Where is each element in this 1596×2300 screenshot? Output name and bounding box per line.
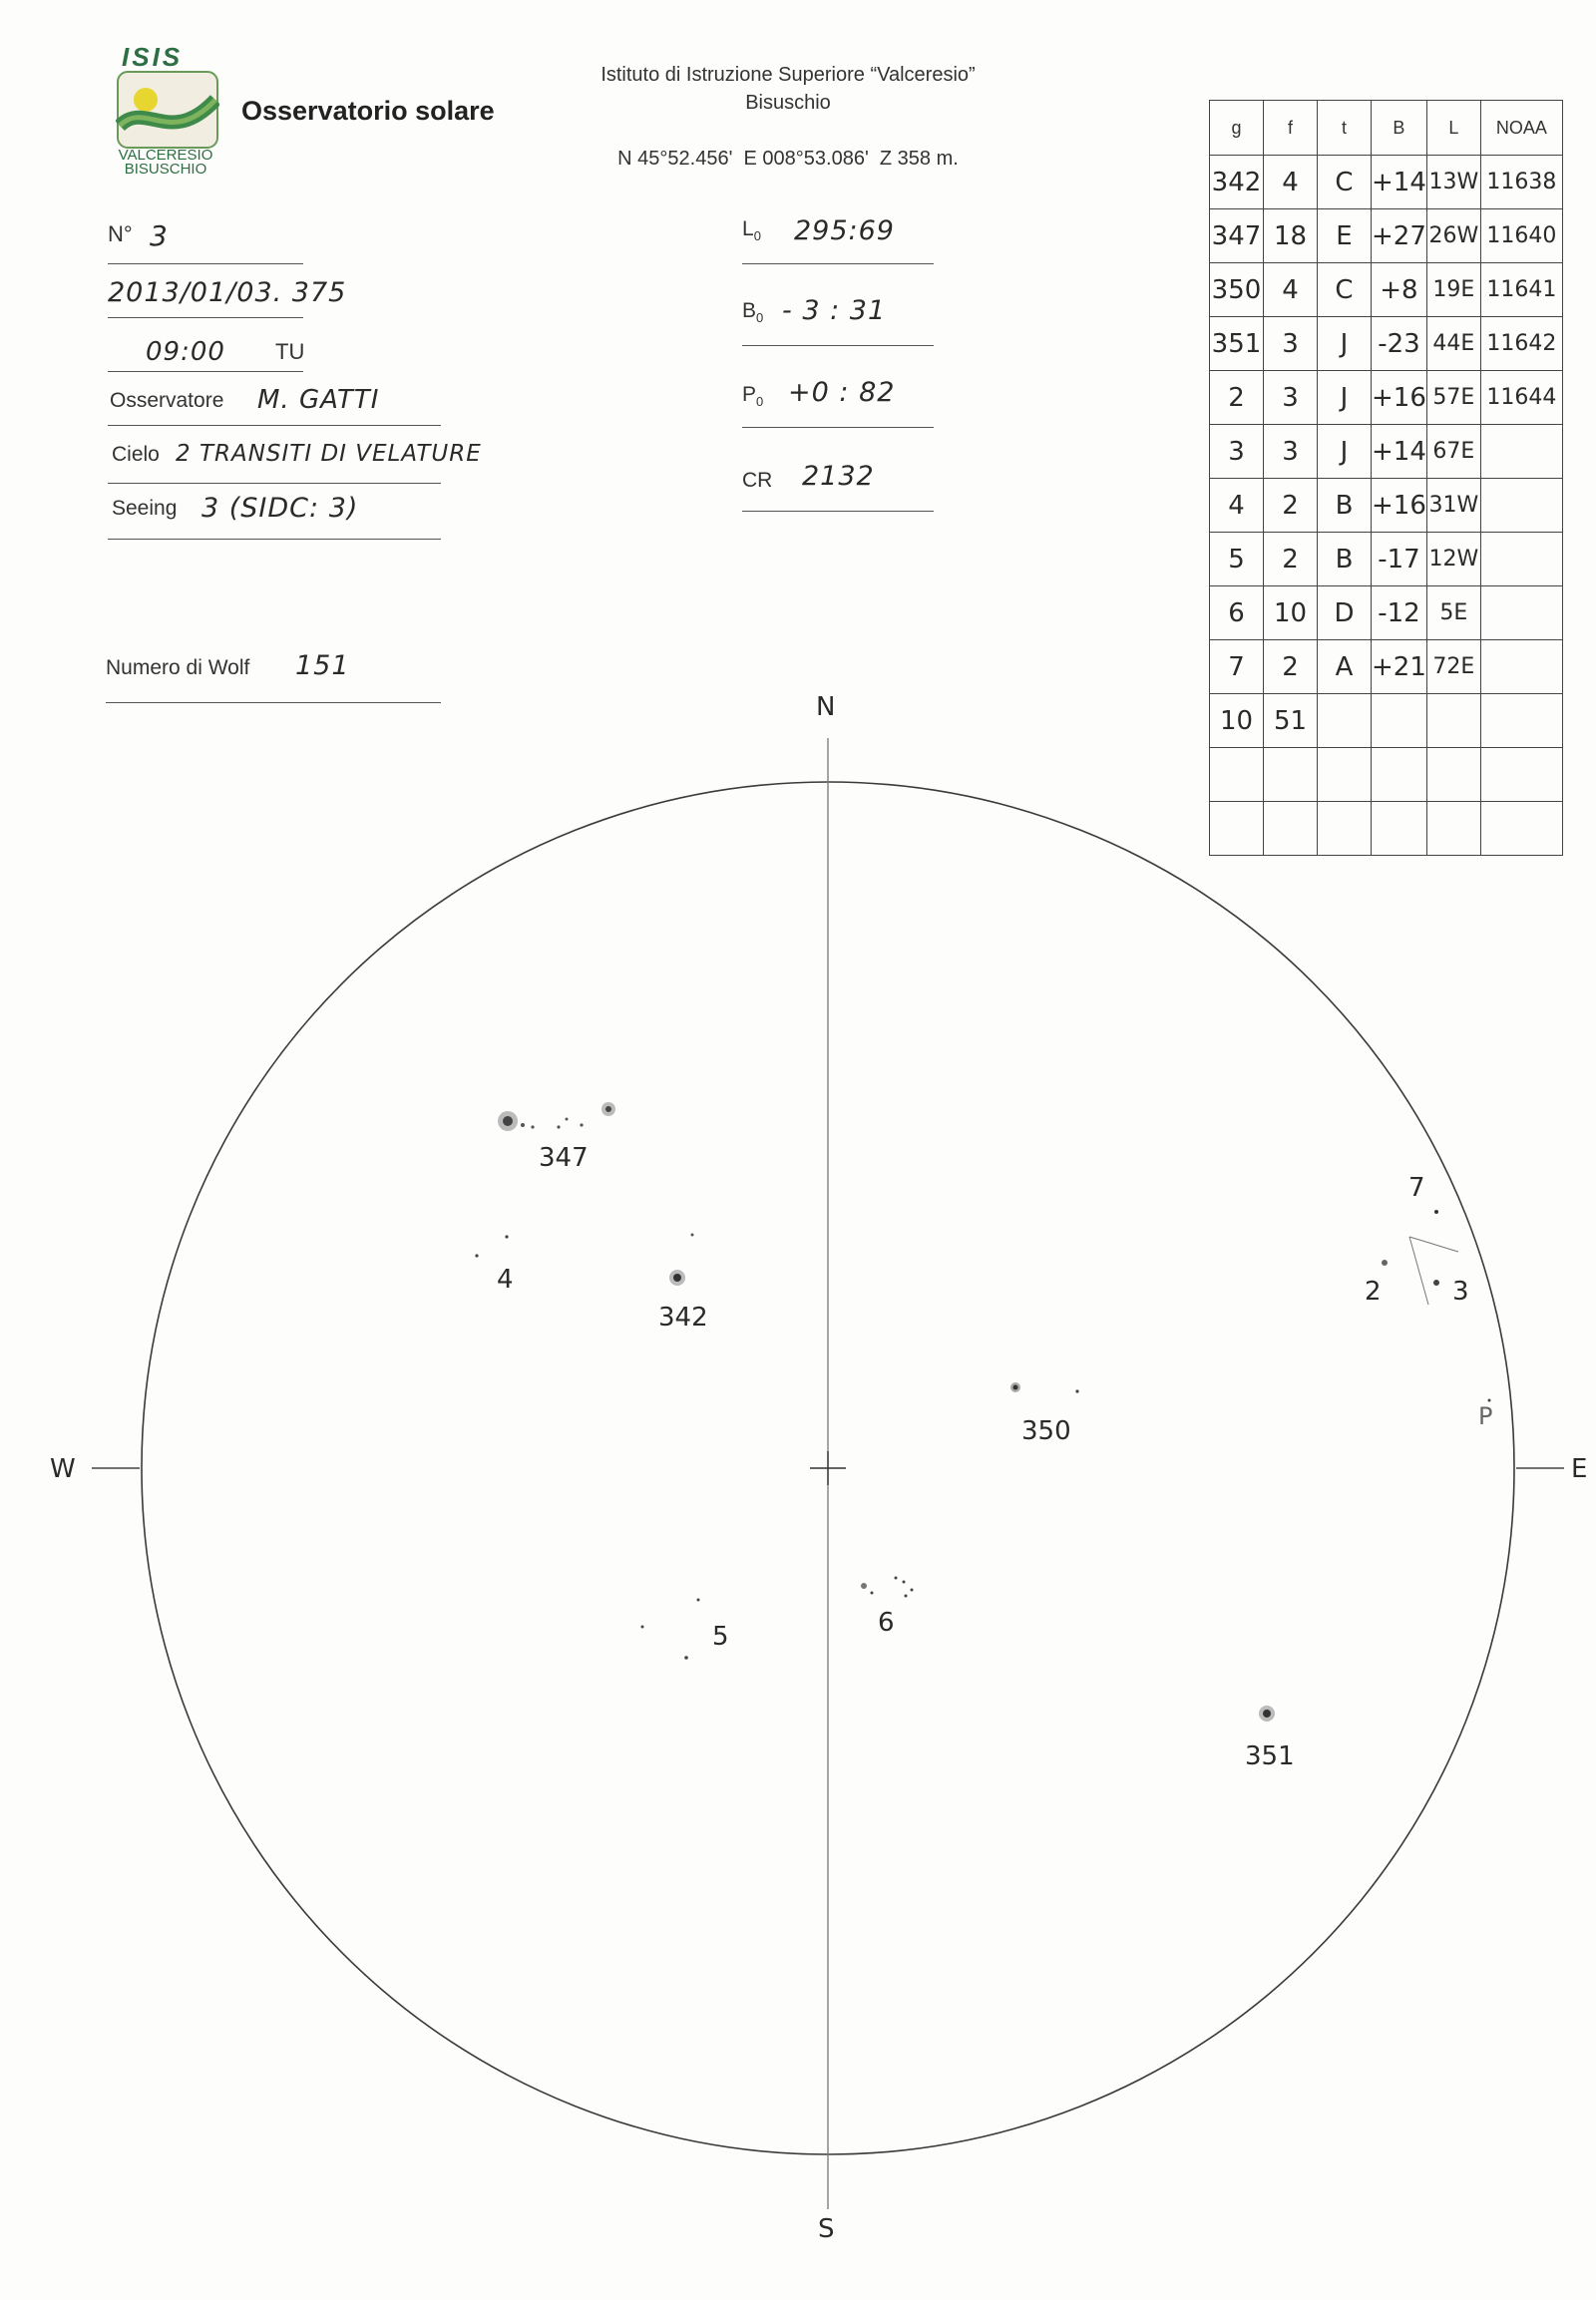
wolf-rule (106, 702, 441, 703)
seeing-rule (108, 539, 441, 540)
cell-type: J (1318, 425, 1372, 479)
group-label-7: 7 (1408, 1173, 1425, 1203)
sunspot-group-342 (669, 1234, 694, 1287)
l0-letter: L (742, 217, 754, 240)
cell-type: A (1318, 640, 1372, 694)
time-unit-label: TU (275, 339, 305, 364)
table-row (1210, 156, 1563, 209)
logo-mark: ISIS (122, 42, 184, 72)
b0-rule (742, 345, 934, 346)
observer-value: M. GATTI (257, 385, 380, 415)
sunspot-group-347 (498, 1102, 615, 1131)
cell-latitude: +21 (1372, 640, 1427, 694)
cell-latitude (1372, 748, 1427, 802)
cell-spots: 18 (1264, 209, 1318, 263)
cell-latitude: -17 (1372, 533, 1427, 586)
institute-town: Bisuschio (745, 92, 831, 114)
north-label: N (816, 692, 836, 722)
cell-type: J (1318, 371, 1372, 425)
table-row (1210, 371, 1563, 425)
b0-value: - 3 : 31 (782, 295, 887, 326)
page-title: Osservatorio solare (241, 96, 495, 126)
east-label: E (1571, 1454, 1588, 1484)
cell-latitude (1372, 802, 1427, 856)
cell-group: 2 (1210, 371, 1264, 425)
cell-spots: 2 (1264, 533, 1318, 586)
observatory-coordinates: N 45°52.456' E 008°53.086' Z 358 m. (617, 148, 959, 170)
table-header-row (1210, 101, 1563, 156)
cell-longitude (1426, 802, 1480, 856)
carrington-value: 2132 (802, 461, 875, 492)
cell-noaa (1480, 748, 1562, 802)
group-label-347: 347 (539, 1143, 589, 1173)
header-latitude: B (1372, 101, 1427, 156)
sunspot-group-4 (475, 1235, 508, 1257)
cell-latitude: +27 (1372, 209, 1427, 263)
header-noaa: NOAA (1480, 101, 1562, 156)
sunspot-group-7 (1434, 1210, 1438, 1214)
logo-emblem-icon (116, 70, 219, 150)
cell-spots: 10 (1264, 586, 1318, 640)
south-label: S (818, 2214, 835, 2244)
sunspot-group-350 (1010, 1382, 1079, 1393)
cell-noaa: 11642 (1480, 317, 1562, 371)
table-row (1210, 317, 1563, 371)
observation-number-label: N° (108, 221, 133, 246)
cell-type: C (1318, 156, 1372, 209)
cell-type (1318, 802, 1372, 856)
logo-subtitle-2: BISUSCHIO (124, 161, 207, 178)
cell-type: C (1318, 263, 1372, 317)
table-row (1210, 694, 1563, 748)
cell-noaa (1480, 586, 1562, 640)
cell-group: 3 (1210, 425, 1264, 479)
cell-group (1210, 748, 1264, 802)
cell-group (1210, 802, 1264, 856)
b0-letter: B (742, 299, 757, 322)
cell-group: 351 (1210, 317, 1264, 371)
cell-longitude: 31W (1426, 479, 1480, 533)
cell-latitude: +14 (1372, 425, 1427, 479)
observation-time-value: 09:00 (146, 337, 225, 367)
carrington-rule (742, 511, 934, 512)
l0-label (742, 217, 761, 243)
wolf-number-value: 151 (295, 650, 350, 681)
group-label-3: 3 (1452, 1277, 1469, 1307)
seeing-label: Seeing (112, 497, 178, 520)
header-type: t (1318, 101, 1372, 156)
cell-spots (1264, 802, 1318, 856)
cell-group: 350 (1210, 263, 1264, 317)
cell-noaa (1480, 640, 1562, 694)
number-rule (108, 263, 303, 264)
cell-longitude (1426, 694, 1480, 748)
group-label-5: 5 (712, 1622, 729, 1652)
cell-longitude (1426, 748, 1480, 802)
cell-group: 10 (1210, 694, 1264, 748)
cell-spots: 4 (1264, 263, 1318, 317)
cell-longitude: 67E (1426, 425, 1480, 479)
cell-type: B (1318, 533, 1372, 586)
p0-letter: P (742, 383, 757, 406)
p0-label (742, 383, 763, 409)
cell-longitude: 26W (1426, 209, 1480, 263)
cell-noaa: 11640 (1480, 209, 1562, 263)
sunspot-group-5 (641, 1599, 700, 1660)
sunspot-groups-table (1209, 100, 1563, 856)
p0-subscript: 0 (756, 394, 764, 410)
header-group: g (1210, 101, 1264, 156)
sunspot-group-2 (1382, 1260, 1388, 1266)
cell-longitude: 13W (1426, 156, 1480, 209)
cell-group: 6 (1210, 586, 1264, 640)
table-row (1210, 748, 1563, 802)
cell-group: 347 (1210, 209, 1264, 263)
cell-latitude: -23 (1372, 317, 1427, 371)
cell-longitude: 44E (1426, 317, 1480, 371)
seeing-value: 3 (SIDC: 3) (201, 493, 359, 524)
cell-noaa: 11644 (1480, 371, 1562, 425)
sunspot-group-3 (1409, 1237, 1458, 1305)
cell-noaa (1480, 802, 1562, 856)
cell-latitude: +8 (1372, 263, 1427, 317)
cell-longitude: 5E (1426, 586, 1480, 640)
table-row (1210, 425, 1563, 479)
cell-spots (1264, 748, 1318, 802)
sky-label: Cielo (112, 443, 160, 466)
cell-latitude: +14 (1372, 156, 1427, 209)
cell-spots: 3 (1264, 317, 1318, 371)
b0-subscript: 0 (756, 310, 764, 326)
time-rule (108, 371, 303, 372)
header-spots: f (1264, 101, 1318, 156)
group-label-350: 350 (1021, 1416, 1071, 1446)
cell-type: D (1318, 586, 1372, 640)
cell-type: J (1318, 317, 1372, 371)
cell-latitude (1372, 694, 1427, 748)
cell-spots: 2 (1264, 479, 1318, 533)
cell-spots: 3 (1264, 425, 1318, 479)
cell-type (1318, 748, 1372, 802)
cell-noaa (1480, 694, 1562, 748)
cell-latitude: -12 (1372, 586, 1427, 640)
table-row (1210, 479, 1563, 533)
cell-group: 4 (1210, 479, 1264, 533)
group-label-6: 6 (878, 1608, 895, 1638)
carrington-label: CR (742, 469, 773, 492)
table-row (1210, 586, 1563, 640)
table-row (1210, 802, 1563, 856)
group-label-342: 342 (658, 1303, 708, 1333)
cell-type: E (1318, 209, 1372, 263)
observer-rule (108, 425, 441, 426)
table-row (1210, 640, 1563, 694)
header-longitude: L (1426, 101, 1480, 156)
west-label: W (50, 1454, 76, 1484)
cell-latitude: +16 (1372, 371, 1427, 425)
date-rule (108, 317, 303, 318)
cell-type: B (1318, 479, 1372, 533)
observer-label: Osservatore (110, 389, 224, 412)
logo-subtitle-1: VALCERESIO (118, 147, 213, 164)
cell-longitude: 12W (1426, 533, 1480, 586)
cell-noaa: 11641 (1480, 263, 1562, 317)
cell-longitude: 72E (1426, 640, 1480, 694)
sunspot-group-6 (861, 1577, 914, 1598)
cell-longitude: 57E (1426, 371, 1480, 425)
group-label-2: 2 (1365, 1277, 1382, 1307)
p0-value: +0 : 82 (788, 377, 896, 408)
pole-mark-label: P (1478, 1402, 1493, 1430)
cell-spots: 3 (1264, 371, 1318, 425)
cell-longitude: 19E (1426, 263, 1480, 317)
l0-subscript: 0 (753, 228, 761, 244)
institute-name: Istituto di Istruzione Superiore “Valceresio” (600, 64, 976, 86)
solar-limb (142, 782, 1514, 2154)
cell-noaa (1480, 425, 1562, 479)
b0-label (742, 299, 763, 325)
institute-logo (110, 42, 227, 182)
sky-rule (108, 483, 441, 484)
group-label-351: 351 (1245, 1741, 1295, 1771)
cell-noaa (1480, 479, 1562, 533)
cell-spots: 51 (1264, 694, 1318, 748)
l0-value: 295:69 (794, 215, 895, 246)
cell-group: 342 (1210, 156, 1264, 209)
table-row (1210, 263, 1563, 317)
cell-latitude: +16 (1372, 479, 1427, 533)
cell-type (1318, 694, 1372, 748)
cell-spots: 4 (1264, 156, 1318, 209)
table-row (1210, 209, 1563, 263)
cell-group: 7 (1210, 640, 1264, 694)
cell-group: 5 (1210, 533, 1264, 586)
l0-rule (742, 263, 934, 264)
p0-rule (742, 427, 934, 428)
observation-date-value: 2013/01/03. 375 (108, 277, 347, 308)
observation-number-value: 3 (150, 219, 169, 252)
cell-noaa (1480, 533, 1562, 586)
cell-spots: 2 (1264, 640, 1318, 694)
cell-noaa: 11638 (1480, 156, 1562, 209)
table-row (1210, 533, 1563, 586)
sunspot-group-351 (1259, 1706, 1275, 1722)
group-label-4: 4 (497, 1265, 514, 1295)
sky-value: 2 TRANSITI DI VELATURE (176, 441, 482, 467)
wolf-number-label: Numero di Wolf (106, 656, 250, 679)
